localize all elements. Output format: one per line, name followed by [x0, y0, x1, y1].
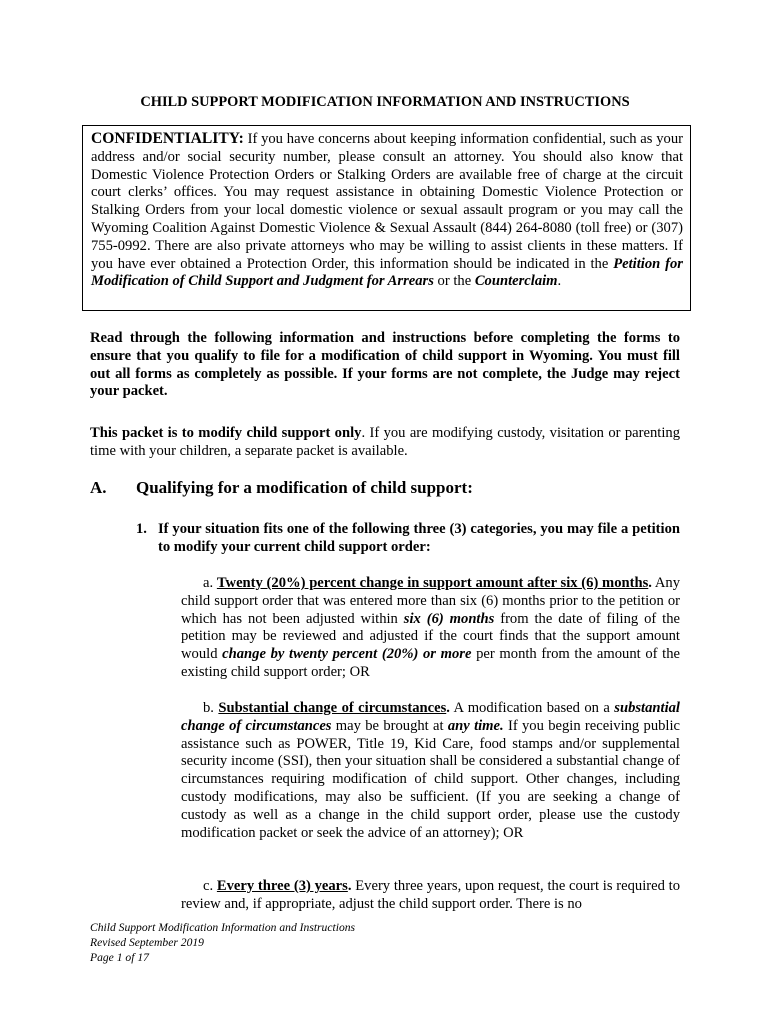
subitem-b-text-3: If you begin receiving public assistance such as POWER, Title 19, Kid Care, food stamps and/or supplemental security income (SSI), then your situation shall be considered a substantial change of circumstances requiring modification of child support. Other changes, including custody modifications, may also be sufficient. (If you are seeking a change of custody as well as a change in the child support order, please use the custody modification packet or seek the advice of an attorney); OR: [181, 717, 681, 841]
petition-form-title: Petition for Modification of Child Support and Judgment for Arrears: [91, 255, 683, 290]
subitem-a-heading: Twenty (20%) percent change in support amount after six (6) months: [216, 575, 649, 591]
subitem-a-text-3: per month from the amount of the existing child support order; OR: [181, 646, 680, 680]
subitem-c-letter: c.: [203, 878, 217, 894]
confidentiality-box: [82, 125, 691, 311]
packet-scope-rest: . If you are modifying custody, visitation or parenting time with your children, a separate packet is available.: [90, 425, 680, 459]
subitem-a-text-2: from the date of filing of the petition may be reviewed and adjusted if the court finds that the support amount would: [181, 610, 681, 663]
subitem-c-text-1: Every three years, upon request, the court is required to review and, if appropriate, adjust the child support order. There is no: [181, 878, 681, 912]
page-title: CHILD SUPPORT MODIFICATION INFORMATION AND INSTRUCTIONS: [140, 94, 630, 110]
confidentiality-body: If you have concerns about keeping information confidential, such as your address and/or social security number, please consult an attorney. You should also know that Domestic Violence Protection Orders or Stalking Orders are available free of charge at the circuit court clerks’ offices. You may request assistance in obtaining Domestic Violence Protection or Stalking Orders from your local domestic violence or sexual assault program or you may call the Wyoming Coalition Against Domestic Violence & Sexual Assault (844) 264-8080 (toll free) or (307) 755-0992. There are also private attorneys who may be willing to assist clients in these matters. If you have ever obtained a Protection Order, this information should be indicated in the: [91, 131, 683, 272]
subitem-a: [181, 575, 680, 682]
confidentiality-heading: CONFIDENTIALITY:: [91, 130, 244, 147]
confidentiality-period: .: [557, 273, 562, 290]
section-a-letter: A.: [90, 478, 107, 497]
list-item-1-number: 1.: [136, 521, 147, 537]
subitem-b: [181, 700, 680, 842]
subitem-c-heading-end: .: [347, 878, 352, 894]
list-item-1: [136, 521, 680, 557]
subitem-b-emphasis-1: substantial change of circumstances: [181, 700, 680, 734]
section-a-title: Qualifying for a modification of child support:: [136, 478, 473, 497]
subitem-c-heading: Every three (3) years: [216, 878, 348, 894]
subitem-b-heading: Substantial change of circumstances: [218, 700, 447, 716]
subitem-a-emphasis-2: change by twenty percent (20%) or more: [222, 646, 472, 663]
footer-document-title: Child Support Modification Information and Instructions: [90, 921, 356, 934]
footer-page-number: Page 1 of 17: [90, 951, 149, 964]
footer-revision-date: Revised September 2019: [90, 936, 204, 949]
packet-scope-bold: This packet is to modify child support only: [90, 425, 362, 441]
subitem-a-emphasis-1: six (6) months: [403, 610, 495, 627]
read-instructions-paragraph: Read through the following information and instructions before completing the forms to ensure that you qualify to file for a modification of child support in Wyoming. You must fill out all forms as completely as possible. If your forms are not complete, the Judge may reject your packet.: [90, 330, 680, 400]
subitem-c: [181, 878, 680, 914]
packet-scope-paragraph: [90, 425, 680, 461]
subitem-b-text-1: A modification based on a: [449, 700, 615, 716]
subitem-b-text-2: may be brought at: [331, 717, 448, 734]
or-the-text: or the: [433, 273, 475, 290]
page-footer: [90, 920, 490, 965]
subitem-a-letter: a.: [203, 575, 217, 591]
section-a-heading: [90, 479, 690, 497]
list-item-1-text: If your situation fits one of the following three (3) categories, you may file a petition to modify your current child support order:: [158, 521, 680, 555]
subitem-b-letter: b.: [203, 700, 219, 716]
subitem-a-heading-end: .: [648, 575, 652, 591]
counterclaim-title: Counterclaim: [474, 273, 558, 290]
subitem-b-emphasis-2: any time.: [447, 717, 504, 734]
subitem-b-heading-end: .: [446, 700, 450, 716]
subitem-a-text-1: Any child support order that was entered more than six (6) months prior to the petition or which has not been adjusted within: [181, 575, 681, 627]
